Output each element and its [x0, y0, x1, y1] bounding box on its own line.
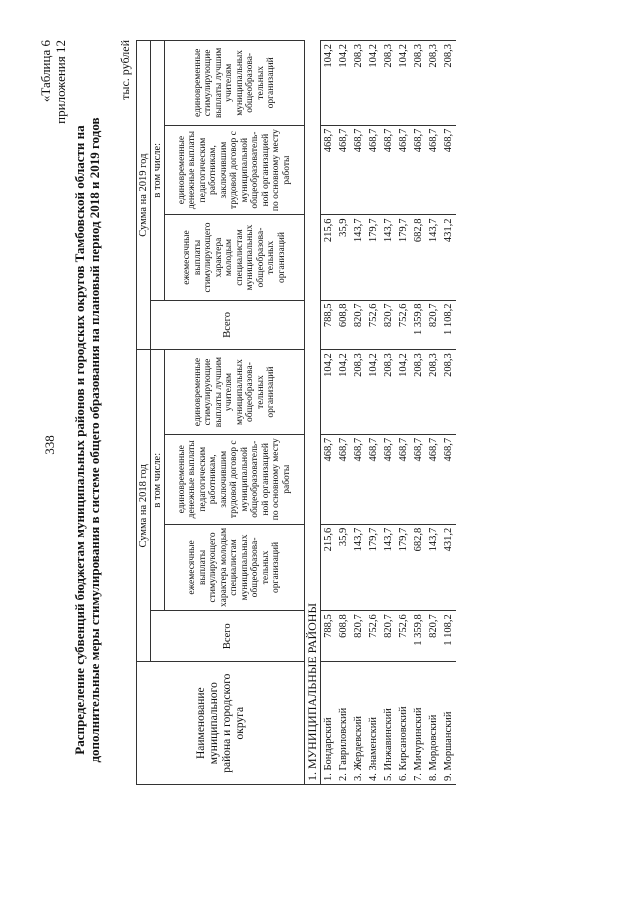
value-cell-o19: 468,7 — [336, 125, 351, 215]
row-name-cell: 8. Мордовский — [426, 662, 441, 785]
value-cell-b18: 208,3 — [411, 350, 426, 435]
header-monthly-2019: ежемесячные выплаты стимулирующего характера молодым специалистам муниципальных общеобразова-тельных организаций — [165, 215, 305, 300]
value-cell-m19: 215,6 — [321, 215, 337, 300]
header-name: Наименование муниципального района и городского округа — [137, 662, 305, 785]
value-cell-b19: 104,2 — [366, 41, 381, 126]
value-cell-t18: 1 359,8 — [411, 611, 426, 662]
value-cell-t19: 820,7 — [426, 300, 441, 350]
row-name-cell: 4. Знаменский — [366, 662, 381, 785]
table-row — [441, 41, 456, 785]
value-cell-t19: 1 108,2 — [441, 300, 456, 350]
value-cell-o18: 468,7 — [351, 434, 366, 524]
value-cell-o18: 468,7 — [366, 434, 381, 524]
header-onetime-2019: единовременные денежные выплаты педагогическим работникам, заключившим трудовой договор с муниципальной общеобразователь-ной организацией по основному месту работы — [165, 125, 305, 215]
header-monthly-2018: ежемесячные выплаты стимулирующего характера молодым специалистам муниципальных общеобразова-тельных организаций — [165, 524, 305, 611]
value-cell-o19: 468,7 — [441, 125, 456, 215]
value-cell-o19: 468,7 — [366, 125, 381, 215]
units-label: тыс. рублей — [118, 40, 132, 100]
value-cell-o18: 468,7 — [426, 434, 441, 524]
table-label: «Таблица 6 — [38, 40, 53, 103]
value-cell-b18: 208,3 — [426, 350, 441, 435]
value-cell-o19: 468,7 — [426, 125, 441, 215]
value-cell-t18: 788,5 — [321, 611, 337, 662]
header-best-2018: единовременные стимулирующие выплаты лучшим учителям муниципальных общеобразова-тельных организаций — [165, 350, 305, 435]
value-cell-m19: 179,7 — [396, 215, 411, 300]
value-cell-m19: 35,9 — [336, 215, 351, 300]
table-reference — [38, 40, 68, 240]
value-cell-b19: 208,3 — [381, 41, 396, 126]
table-row — [381, 41, 396, 785]
header-onetime-2018: единовременные денежные выплаты педагогическим работникам, заключившим трудовой договор с муниципальной общеобразователь-ной организацией по основному месту работы — [165, 434, 305, 524]
value-cell-b18: 104,2 — [366, 350, 381, 435]
header-best-2019: единовременные стимулирующие выплаты лучшим учителям муниципальных общеобразова-тельных организаций — [165, 41, 305, 126]
value-cell-b19: 104,2 — [336, 41, 351, 126]
value-cell-b18: 208,3 — [381, 350, 396, 435]
value-cell-b18: 104,2 — [396, 350, 411, 435]
value-cell-t18: 820,7 — [351, 611, 366, 662]
header-sum-2018: Сумма на 2018 год — [137, 350, 151, 662]
header-total-2018: Всего — [151, 611, 305, 662]
value-cell-m18: 215,6 — [321, 524, 337, 611]
table-row — [426, 41, 441, 785]
value-cell-t19: 608,8 — [336, 300, 351, 350]
header-total-2019: Всего — [151, 300, 305, 350]
value-cell-b18: 104,2 — [321, 350, 337, 435]
value-cell-t18: 820,7 — [381, 611, 396, 662]
row-name-cell: 6. Кирсановский — [396, 662, 411, 785]
value-cell-o18: 468,7 — [336, 434, 351, 524]
value-cell-m18: 143,7 — [381, 524, 396, 611]
header-including-2019: в том числе: — [151, 41, 165, 301]
value-cell-b18: 208,3 — [351, 350, 366, 435]
value-cell-b18: 208,3 — [441, 350, 456, 435]
value-cell-m18: 35,9 — [336, 524, 351, 611]
value-cell-b19: 104,2 — [396, 41, 411, 126]
value-cell-m18: 682,8 — [411, 524, 426, 611]
value-cell-o18: 468,7 — [321, 434, 337, 524]
value-cell-m19: 143,7 — [426, 215, 441, 300]
value-cell-o18: 468,7 — [441, 434, 456, 524]
table-row — [336, 41, 351, 785]
row-name-cell: 3. Жердевский — [351, 662, 366, 785]
table-row — [351, 41, 366, 785]
section-row — [305, 41, 321, 785]
table-row — [366, 41, 381, 785]
value-cell-t18: 1 108,2 — [441, 611, 456, 662]
row-name-cell: 7. Мичуринский — [411, 662, 426, 785]
value-cell-b19: 104,2 — [321, 41, 337, 126]
value-cell-t18: 752,6 — [366, 611, 381, 662]
value-cell-m18: 431,2 — [441, 524, 456, 611]
header-sum-2019: Сумма на 2019 год — [137, 41, 151, 350]
table-row — [321, 41, 337, 785]
row-name-cell: 1. Бондарский — [321, 662, 337, 785]
value-cell-t18: 752,6 — [396, 611, 411, 662]
value-cell-m19: 143,7 — [381, 215, 396, 300]
value-cell-m18: 143,7 — [351, 524, 366, 611]
value-cell-m19: 143,7 — [351, 215, 366, 300]
value-cell-o18: 468,7 — [396, 434, 411, 524]
row-name-cell: 2. Гавриловский — [336, 662, 351, 785]
value-cell-o19: 468,7 — [396, 125, 411, 215]
value-cell-o19: 468,7 — [411, 125, 426, 215]
value-cell-m18: 179,7 — [396, 524, 411, 611]
value-cell-o19: 468,7 — [351, 125, 366, 215]
row-name-cell: 9. Моршанский — [441, 662, 456, 785]
row-name-cell: 5. Инжавинский — [381, 662, 396, 785]
value-cell-t18: 608,8 — [336, 611, 351, 662]
header-including-2018: в том числе: — [151, 350, 165, 611]
value-cell-o18: 468,7 — [411, 434, 426, 524]
value-cell-t19: 752,6 — [366, 300, 381, 350]
table-row — [396, 41, 411, 785]
value-cell-o19: 468,7 — [381, 125, 396, 215]
value-cell-m19: 179,7 — [366, 215, 381, 300]
value-cell-b19: 208,3 — [426, 41, 441, 126]
value-cell-t19: 752,6 — [396, 300, 411, 350]
value-cell-t19: 1 359,8 — [411, 300, 426, 350]
value-cell-m19: 682,8 — [411, 215, 426, 300]
document-title: Распределение субвенций бюджетам муниципальных районов и городских округов Тамбовской области на дополнительные меры стимулирования в системе общего образования на плановый период 2018 и 2019 годов — [72, 117, 102, 763]
value-cell-b19: 208,3 — [441, 41, 456, 126]
table-row — [411, 41, 426, 785]
value-cell-b18: 104,2 — [336, 350, 351, 435]
appendix-label: приложения 12 — [53, 40, 68, 124]
value-cell-m18: 143,7 — [426, 524, 441, 611]
value-cell-o19: 468,7 — [321, 125, 337, 215]
section-label: 1. МУНИЦИПАЛЬНЫЕ РАЙОНЫ — [305, 41, 321, 785]
value-cell-t19: 820,7 — [381, 300, 396, 350]
value-cell-m18: 179,7 — [366, 524, 381, 611]
value-cell-o18: 468,7 — [381, 434, 396, 524]
value-cell-m19: 431,2 — [441, 215, 456, 300]
value-cell-b19: 208,3 — [411, 41, 426, 126]
value-cell-t19: 788,5 — [321, 300, 337, 350]
value-cell-t19: 820,7 — [351, 300, 366, 350]
value-cell-t18: 820,7 — [426, 611, 441, 662]
value-cell-b19: 208,3 — [351, 41, 366, 126]
page-number: 338 — [42, 435, 57, 455]
subsidy-table — [136, 40, 456, 785]
